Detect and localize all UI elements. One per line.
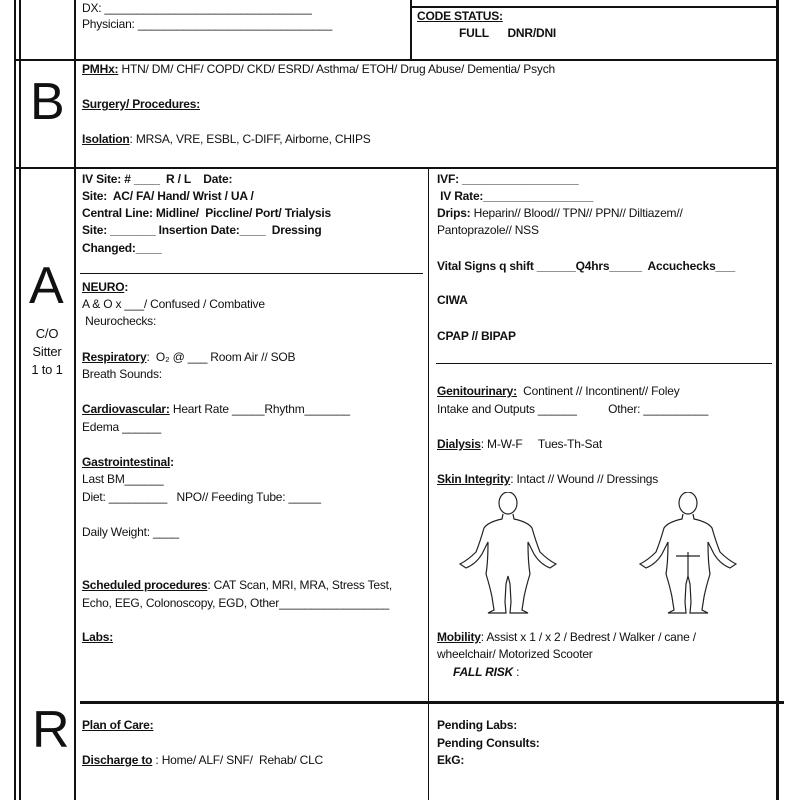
body-back-figure: [628, 492, 748, 616]
iv-line-3: Central Line: Midline/ Piccline/ Port/ Trialysis: [82, 206, 331, 220]
divider-b-a: [14, 167, 779, 169]
cardio-label: Cardiovascular:: [82, 402, 170, 416]
edema: Edema ______: [82, 420, 161, 434]
pending-labs: Pending Labs:: [437, 718, 518, 732]
outer-left-border-inner: [19, 0, 21, 800]
scheduled-line: [82, 578, 392, 593]
respiratory-label: Respiratory: [82, 350, 147, 364]
side-note-sitter: Sitter: [32, 344, 62, 359]
mobility-line: [437, 630, 696, 645]
respiratory-text: : O₂ @ ___ Room Air // SOB: [146, 350, 296, 364]
gi-line-2: Diet: _________ NPO// Feeding Tube: _____: [82, 490, 321, 504]
cpap: CPAP // BIPAP: [437, 329, 516, 343]
neuro-line-2: Neurochecks:: [82, 314, 157, 328]
scheduled-label: Scheduled procedures: [82, 578, 208, 592]
divider-top-b: [14, 59, 779, 61]
cardio-line: [82, 402, 350, 417]
gi-line-1: Last BM______: [82, 472, 164, 486]
isolation-line: [82, 132, 371, 147]
discharge-label: Discharge to: [82, 753, 153, 767]
r-letter: R: [32, 701, 70, 759]
divider-a-r: [80, 701, 784, 704]
respiratory-line: [82, 350, 295, 365]
iv-line-5: Changed:____: [82, 241, 162, 255]
isolation-label: Isolation: [82, 132, 130, 146]
pmhx-label: PMHx:: [82, 62, 119, 76]
outer-right-border: [776, 0, 779, 800]
pending-consults: Pending Consults:: [437, 736, 540, 750]
iv-section-line: [80, 273, 423, 274]
daily-weight: Daily Weight: ____: [82, 525, 179, 539]
fall-risk-label: FALL RISK: [453, 665, 513, 679]
dialysis-text: : M-W-F Tues-Th-Sat: [480, 437, 602, 451]
pmhx-line: [82, 62, 555, 77]
mobility-label: Mobility: [437, 630, 481, 644]
ekg: EkG:: [437, 753, 465, 767]
mobility-text: : Assist x 1 / x 2 / Bedrest / Walker / cane /: [480, 630, 696, 644]
cpap-section-line: [436, 363, 772, 364]
vital-signs: Vital Signs q shift ______Q4hrs_____ Accuchecks___: [437, 259, 735, 273]
b-letter: B: [30, 73, 65, 131]
genito-label: Genitourinary:: [437, 384, 517, 398]
skin-text: : Intact // Wound // Dressings: [510, 472, 659, 486]
dialysis-line: [437, 437, 602, 452]
genito-text: Continent // Incontinent// Foley: [516, 384, 680, 398]
body-front-figure: [448, 492, 568, 616]
scheduled-text: : CAT Scan, MRI, MRA, Stress Test,: [207, 578, 392, 592]
dialysis-label: Dialysis: [437, 437, 481, 451]
iv-line-4: Site: _______ Insertion Date:____ Dressing: [82, 223, 322, 237]
side-note-co: C/O: [35, 326, 59, 341]
side-note-1to1: 1 to 1: [31, 362, 63, 377]
physician-field[interactable]: Physician: ______________________________: [82, 17, 333, 31]
dx-field[interactable]: DX: ________________________________: [82, 1, 312, 15]
drips-line-2: Pantoprazole// NSS: [437, 223, 539, 237]
gi-label: Gastrointestinal: [82, 455, 171, 469]
drips-text: Heparin// Blood// TPN// PPN// Diltiazem//: [470, 206, 683, 220]
top-right-line: [410, 6, 776, 8]
drips-line: [437, 206, 683, 221]
intake-outputs: Intake and Outputs ______ Other: __________: [437, 402, 709, 416]
scheduled-line-2: Echo, EEG, Colonoscopy, EGD, Other_________________: [82, 596, 390, 610]
gi-heading: Gastrointestinal:: [82, 455, 174, 469]
discharge-text: : Home/ ALF/ SNF/ Rehab/ CLC: [152, 753, 324, 767]
iv-line-2: Site: AC/ FA/ Hand/ Wrist / UA /: [82, 189, 254, 203]
mobility-line-2: wheelchair/ Motorized Scooter: [437, 647, 593, 661]
code-status-options[interactable]: FULL DNR/DNI: [459, 26, 557, 40]
neuro-heading: NEURO:: [82, 280, 129, 294]
drips-label: Drips:: [437, 206, 471, 220]
fall-risk-colon: :: [512, 665, 520, 679]
discharge-line: [82, 753, 323, 768]
isolation-options: : MRSA, VRE, ESBL, C-DIFF, Airborne, CHIPS: [129, 132, 371, 146]
neuro-line-1: A & O x ___/ Confused / Combative: [82, 297, 265, 311]
fall-risk-line: [453, 665, 519, 680]
a-vertical-divider: [428, 168, 429, 800]
cardio-text: Heart Rate _____Rhythm_______: [169, 402, 350, 416]
plan-of-care-label: Plan of Care:: [82, 718, 154, 732]
labs-label: Labs:: [82, 630, 114, 644]
letter-column-divider: [74, 0, 76, 800]
ivf: IVF: __________________: [437, 172, 579, 186]
iv-line-1: IV Site: # ____ R / L Date:: [82, 172, 233, 186]
ciwa: CIWA: [437, 293, 468, 307]
a-letter: A: [29, 257, 64, 315]
genito-line: [437, 384, 680, 399]
surgery-label: Surgery/ Procedures:: [82, 97, 201, 111]
skin-line: [437, 472, 658, 487]
top-vertical-divider: [410, 0, 412, 60]
breath-sounds: Breath Sounds:: [82, 367, 162, 381]
iv-rate: IV Rate:_________________: [437, 189, 594, 203]
outer-left-border: [14, 0, 16, 800]
skin-label: Skin Integrity: [437, 472, 511, 486]
pmhx-options: HTN/ DM/ CHF/ COPD/ CKD/ ESRD/ Asthma/ ETOH/ Drug Abuse/ Dementia/ Psych: [118, 62, 555, 76]
code-status-label: CODE STATUS:: [417, 9, 503, 23]
neuro-label: NEURO: [82, 280, 125, 294]
